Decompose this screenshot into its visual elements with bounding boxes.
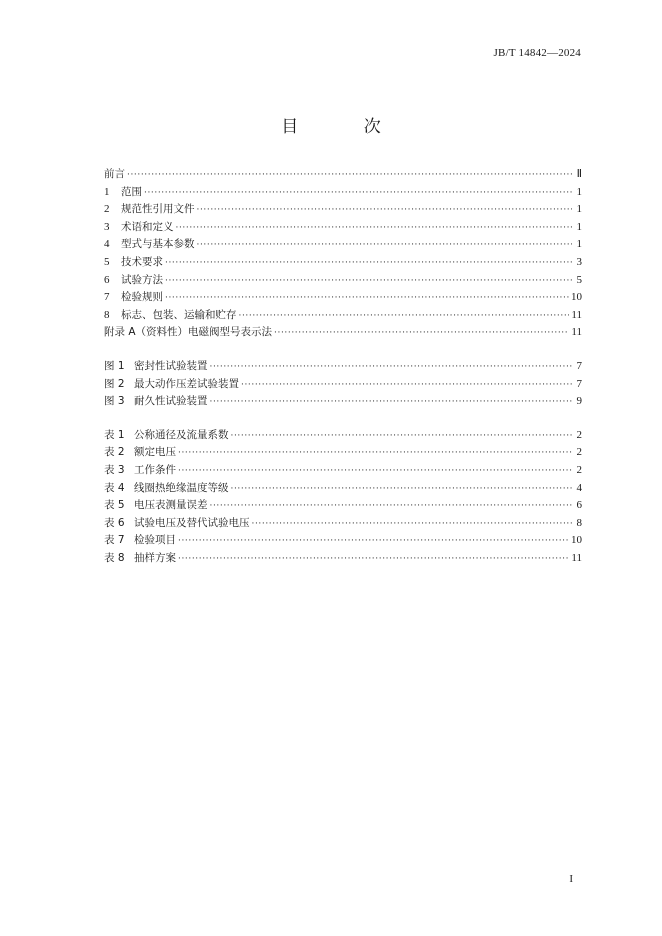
toc-entry-number: 表 3 [104,463,125,476]
toc-entry-number: 2 [104,203,110,216]
toc-entry-title: 公称通径及流量系数 [134,428,229,441]
toc-entry-number: 表 1 [104,428,125,441]
toc-entry-title: 抽样方案 [134,551,176,564]
toc-entry-title: 标志、包装、运输和贮存 [121,308,237,321]
toc-entry-title: 线圈热绝缘温度等级 [134,481,229,494]
toc-entry-page: 1 [576,238,582,251]
toc-entry-page: 11 [571,308,582,321]
toc-entry-title: 额定电压 [134,446,176,459]
toc-entry-title: （资料性）电磁阀型号表示法 [135,326,273,339]
toc-entry-number: 图 2 [104,377,125,390]
toc-entry-number: 3 [104,220,110,233]
dot-leader [210,362,573,372]
toc-entry-page: Ⅱ [576,168,582,180]
dot-leader [176,223,573,233]
toc-entry-title: 范围 [121,185,142,198]
toc-entry-figure[interactable] [104,376,582,394]
toc-entry-table[interactable] [104,480,582,498]
dot-leader [210,397,573,407]
toc-entry-page: 2 [576,428,582,441]
toc-entry-page: 5 [576,273,582,286]
dot-leader [165,276,572,286]
toc-entry-section[interactable] [104,184,582,202]
dot-leader [210,501,573,511]
toc-entry-page: 2 [576,463,582,476]
dot-leader [197,240,573,250]
toc-entry-page: 9 [576,395,582,408]
toc-entry-number: 图 1 [104,359,125,372]
toc-entry-foreword[interactable] [104,166,582,184]
toc-entry-page: 10 [571,291,582,304]
toc-entry-page: 7 [576,377,582,390]
toc-entry-title: 术语和定义 [121,220,174,233]
toc-entry-title: 密封性试验装置 [134,359,208,372]
toc-entry-table[interactable] [104,515,582,533]
toc-sections-group [104,166,582,342]
toc-entry-table[interactable] [104,550,582,568]
toc-entry-table[interactable] [104,532,582,550]
toc-entry-title: 耐久性试验装置 [134,395,208,408]
toc-entry-page: 11 [571,326,582,339]
toc-entry-number: 8 [104,308,110,321]
toc-entry-title: 检验项目 [134,534,176,547]
dot-leader [274,328,569,338]
toc-entry-page: 6 [576,499,582,512]
toc-entry-section[interactable] [104,272,582,290]
toc-entry-page: 2 [576,446,582,459]
toc-entry-number: 表 6 [104,516,125,529]
toc-entry-figure[interactable] [104,393,582,411]
toc-entry-page: 1 [576,203,582,216]
toc-entry-page: 10 [571,534,582,547]
dot-leader [231,484,573,494]
toc-entry-page: 1 [576,185,582,198]
toc-entry-number: 1 [104,185,110,198]
toc-entry-number: 附录 A [104,326,136,339]
toc-entry-section[interactable] [104,307,582,325]
dot-leader [127,170,572,180]
dot-leader [178,466,572,476]
toc-entry-number: 表 8 [104,551,125,564]
toc-entry-page: 4 [576,481,582,494]
dot-leader [144,188,572,198]
page-title: 目 次 [281,117,411,137]
toc-entry-section[interactable] [104,219,582,237]
toc-entry-section[interactable] [104,236,582,254]
toc-entry-page: 11 [571,551,582,564]
toc-entry-number: 5 [104,255,110,268]
toc-entry-number: 6 [104,273,110,286]
toc-entry-section[interactable] [104,201,582,219]
toc-entry-number: 表 5 [104,499,125,512]
toc-entry-figure[interactable] [104,358,582,376]
toc-entry-appendix[interactable] [104,324,582,342]
dot-leader [241,380,572,390]
toc-entry-section[interactable] [104,289,582,307]
toc-entry-title: 前言 [104,168,125,180]
dot-leader [239,311,570,321]
toc-entry-table[interactable] [104,462,582,480]
table-of-contents [104,166,582,583]
toc-entry-title: 试验方法 [121,273,163,286]
toc-entry-table[interactable] [104,497,582,515]
toc-entry-number: 7 [104,291,110,304]
toc-entry-page: 1 [576,220,582,233]
toc-entry-number: 表 2 [104,446,125,459]
toc-entry-title: 试验电压及替代试验电压 [134,516,250,529]
toc-entry-title: 规范性引用文件 [121,203,195,216]
toc-entry-number: 图 3 [104,395,125,408]
toc-entry-number: 表 7 [104,534,125,547]
dot-leader [165,258,572,268]
toc-entry-title: 型式与基本参数 [121,238,195,251]
dot-leader [197,205,573,215]
toc-entry-table[interactable] [104,427,582,445]
dot-leader [231,431,573,441]
toc-entry-page: 8 [576,516,582,529]
dot-leader [178,448,572,458]
dot-leader [165,293,569,303]
toc-entry-title: 电压表测量误差 [134,499,208,512]
standard-number: JB/T 14842—2024 [493,47,581,59]
toc-entry-number: 4 [104,238,110,251]
dot-leader [252,519,573,529]
dot-leader [178,536,569,546]
toc-entry-title: 检验规则 [121,291,163,304]
toc-entry-page: 7 [576,359,582,372]
toc-entry-title: 工作条件 [134,463,176,476]
toc-entry-title: 最大动作压差试验装置 [134,377,239,390]
toc-entry-title: 技术要求 [121,255,163,268]
toc-entry-page: 3 [576,255,582,268]
toc-entry-section[interactable] [104,254,582,272]
page-number: I [569,873,573,885]
toc-entry-number: 表 4 [104,481,125,494]
toc-tables-group [104,427,582,568]
dot-leader [178,554,569,564]
toc-entry-table[interactable] [104,444,582,462]
toc-figures-group [104,358,582,411]
